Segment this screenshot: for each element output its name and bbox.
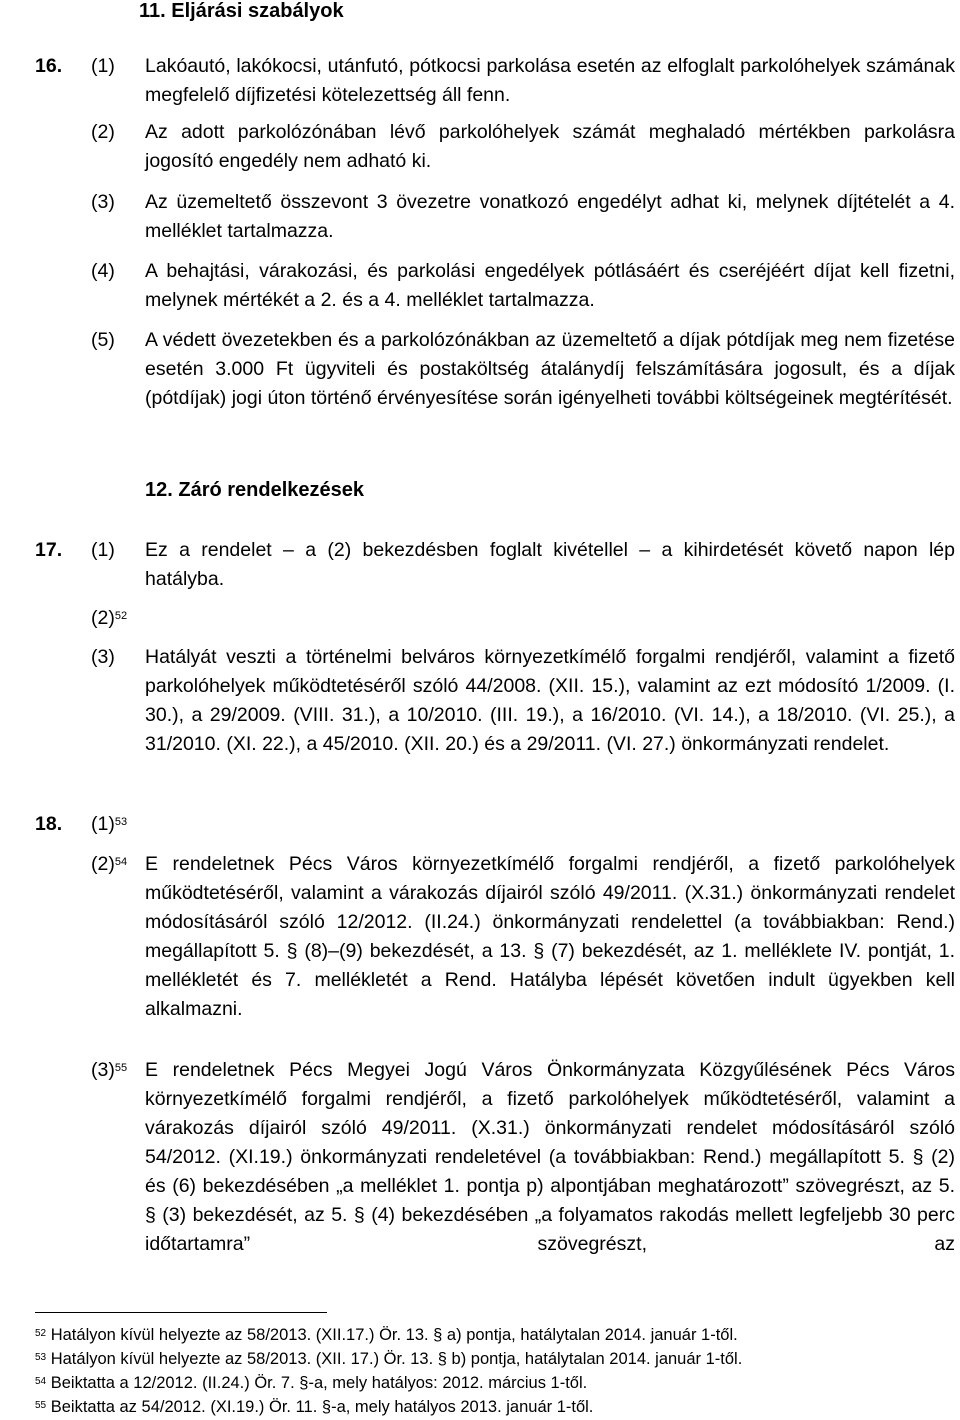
paragraph-number: (4) [91,260,115,282]
footnote [35,1396,593,1418]
paragraph-number: (5) [91,329,115,351]
paragraph-number: (1) [91,539,115,561]
repealed-paragraph [91,810,127,839]
footnote-number: 55 [35,1400,47,1411]
footnote-ref[interactable]: 53 [114,816,128,828]
section-sign [62,55,76,77]
paragraph-number: (1) [91,55,115,77]
footnote-text: Hatályon kívül helyezte az 58/2013. (XII. 17.) Ör. 13. § b) pontja, hatálytalan 2014. január 1-től. [50,1350,743,1368]
section-16-number [35,52,76,81]
section-sign [62,813,76,835]
section-18-label: 18. [35,813,63,835]
paragraph-number: (2) [91,853,115,875]
paragraph-text: E rendeletnek Pécs Megyei Jogú Város Önkormányzata Közgyűlésének Pécs Város környezetkímélő forgalmi rendjéről, a fizető parkolóhelyek működtetéséről, valamint a várakozás díjairól szóló 49/2011. (X.31.) önkormányzati rendelet módosításáról szóló 54/2012. (XI.19.) önkormányzati rendeletével (a továbbiakban: Rend.) megállapított 5. § (2) és (6) bekezdésében „a melléklet 1. pontja p) alpontjában meghatározott” szövegrészt, az 5. § (3) bekezdését, az 5. § (4) bekezdésében „a folyamatos rakodás mellett legfeljebb 30 perc időtartamra” szövegrészt, az [145,1059,955,1255]
footnote-divider [35,1312,327,1313]
paragraph-number: (1) [91,813,115,835]
paragraph-text: Lakóautó, lakókocsi, utánfutó, pótkocsi parkolása esetén az elfoglalt parkolóhelyek számának megfelelő díjfizetési kötelezettség áll fenn. [145,55,955,106]
section-18-number [35,810,76,839]
paragraph-number: (3) [91,191,115,213]
paragraph-number: (3) [91,646,115,668]
section-sign [62,539,76,561]
footnote [35,1372,587,1394]
paragraph-text: A védett övezetekben és a parkolózónákban az üzemeltető a díjak pótdíjak meg nem fizetése esetén 3.000 Ft ügyviteli és postaköltség átalánydíj felszámítására jogosult, és a díjak (pótdíjak) jogi úton történő érvényesítése során igényelheti további költségeinek megtérítését. [145,329,955,409]
paragraph-text: Az adott parkolózónában lévő parkolóhelyek számát meghaladó mértékben parkolásra jogosító engedély nem adható ki. [145,121,955,172]
section-17-number [35,536,76,565]
repealed-paragraph [91,604,127,633]
footnote-text: Beiktatta az 54/2012. (XI.19.) Ör. 11. §-a, mely hatályos 2013. január 1-től. [50,1398,594,1416]
footnote-ref[interactable]: 55 [114,1062,128,1074]
paragraph-text: A behajtási, várakozási, és parkolási engedélyek pótlásáért és cseréjéért díjat kell fizetni, melynek mértékét a 2. és a 4. melléklet tartalmazza. [145,260,955,311]
paragraph-number: (3) [91,1059,115,1081]
footnote-ref[interactable]: 52 [114,610,128,622]
section-17-label: 17. [35,539,63,561]
footnote [35,1348,742,1370]
footnote-ref[interactable]: 54 [114,856,128,868]
paragraph-number: (2) [91,607,115,629]
chapter-12-title: 12. Záró rendelkezések [145,479,365,501]
paragraph-text: Hatályát veszti a történelmi belváros környezetkímélő forgalmi rendjéről, valamint a fizető parkolóhelyek működtetéséről szóló 44/2008. (XII. 15.), valamint az ezt módosító 1/2009. (I. 30.), a 29/2009. (VIII. 31.), a 10/2010. (III. 19.), a 16/2010. (VI. 14.), a 18/2010. (VI. 25.), a 31/2010. (XI. 22.), a 45/2010. (XII. 20.) és a 29/2011. (VI. 27.) önkormányzati rendelet. [145,646,955,755]
footnote-number: 54 [35,1376,47,1387]
footnote [35,1324,738,1346]
paragraph-number-with-ref [91,1056,127,1085]
paragraph-number-with-ref [91,850,127,879]
footnote-text: Hatályon kívül helyezte az 58/2013. (XII.17.) Ör. 13. § a) pontja, hatálytalan 2014. január 1-től. [50,1326,738,1344]
section-16-label: 16. [35,55,63,77]
footnote-text: Beiktatta a 12/2012. (II.24.) Ör. 7. §-a, mely hatályos: 2012. március 1-től. [50,1374,588,1392]
paragraph-text: Az üzemeltető összevont 3 övezetre vonatkozó engedélyt adhat ki, melynek díjtételét a 4. melléklet tartalmazza. [145,191,955,242]
footnote-number: 53 [35,1352,47,1363]
footnote-number: 52 [35,1328,47,1339]
paragraph-text: E rendeletnek Pécs Város környezetkímélő forgalmi rendjéről, a fizető parkolóhelyek működtetéséről, valamint a várakozás díjairól szóló 49/2011. (X.31.) önkormányzati rendelet módosításáról szóló 12/2012. (II.24.) önkormányzati rendelettel (a továbbiakban: Rend.) megállapított 5. § (8)–(9) bekezdését, a 13. § (7) bekezdését, az 1. melléklete IV. pontját, 1. mellékletét és 7. mellékletét a Rend. Hatályba lépését követően indult ügyekben kell alkalmazni. [145,853,955,1020]
paragraph-text: Ez a rendelet – a (2) bekezdésben foglalt kivétellel – a kihirdetését követő napon lép hatályba. [145,539,955,590]
chapter-11-title: 11. Eljárási szabályok [139,0,344,22]
paragraph-number: (2) [91,121,115,143]
